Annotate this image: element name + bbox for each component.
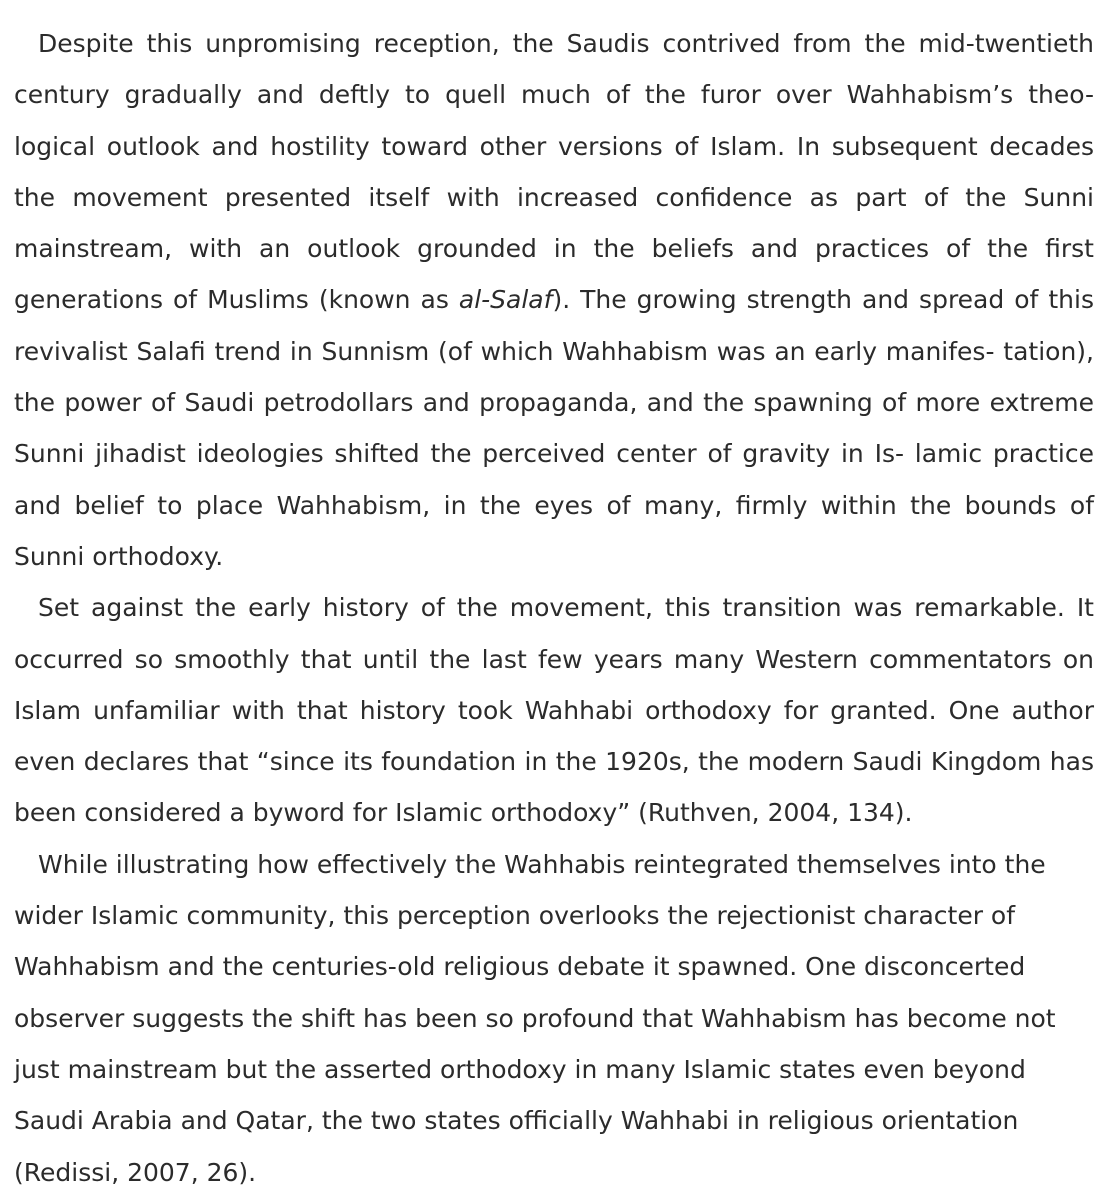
paragraph-3: While illustrating how effectively the Wahhabis reintegrated themselves into the wider Islamic community, this perception overlooks the rejectionist character of Wahhabism and the centuries-old religious debate it spawned. One disconcerted observer suggests the shift has been so profound that Wahhabism has become not just mainstream but the asserted orthodoxy in many Islamic states even beyond Saudi Arabia and Qatar, the two states officially Wahhabi in religious orientation (Redissi, 2007, 26).	[14, 849, 1056, 1187]
italic-term-al-salaf: al-Salaf	[458, 285, 553, 315]
paragraph-1-text-start: Despite this unpromising reception, the Saudis contrived from the mid-twentieth century gradually and deftly to quell much of the furor over Wahhabism’s theo- logical outlook and hostility toward other versions of Islam. In subsequent decades the movement presented itself with increased confidence as part of the Sunni mainstream, with an outlook grounded in the beliefs and practices of the first generations of Muslims (known as	[14, 29, 1094, 315]
paragraph-1	[14, 18, 1094, 582]
paragraph-1-text-end: ). The growing strength and spread of this revivalist Salafi trend in Sunnism (of which Wahhabism was an early manifes- tation), the power of Saudi petrodollars and propaganda, and the spawning of more extreme Sunni jihadist ideologies shifted the perceived center of gravity in Is- lamic practice and belief to place Wahhabism, in the eyes of many, firmly within the bounds of Sunni orthodoxy.	[14, 285, 1094, 571]
paragraph-2: Set against the early history of the movement, this transition was remarkable. It occurred so smoothly that until the last few years many Western commentators on Islam unfamiliar with that history took Wahhabi orthodoxy for granted. One author even declares that “since its foundation in the 1920s, the modern Saudi Kingdom has been considered a byword for Islamic orthodoxy” (Ruthven, 2004, 134).	[14, 593, 1094, 828]
